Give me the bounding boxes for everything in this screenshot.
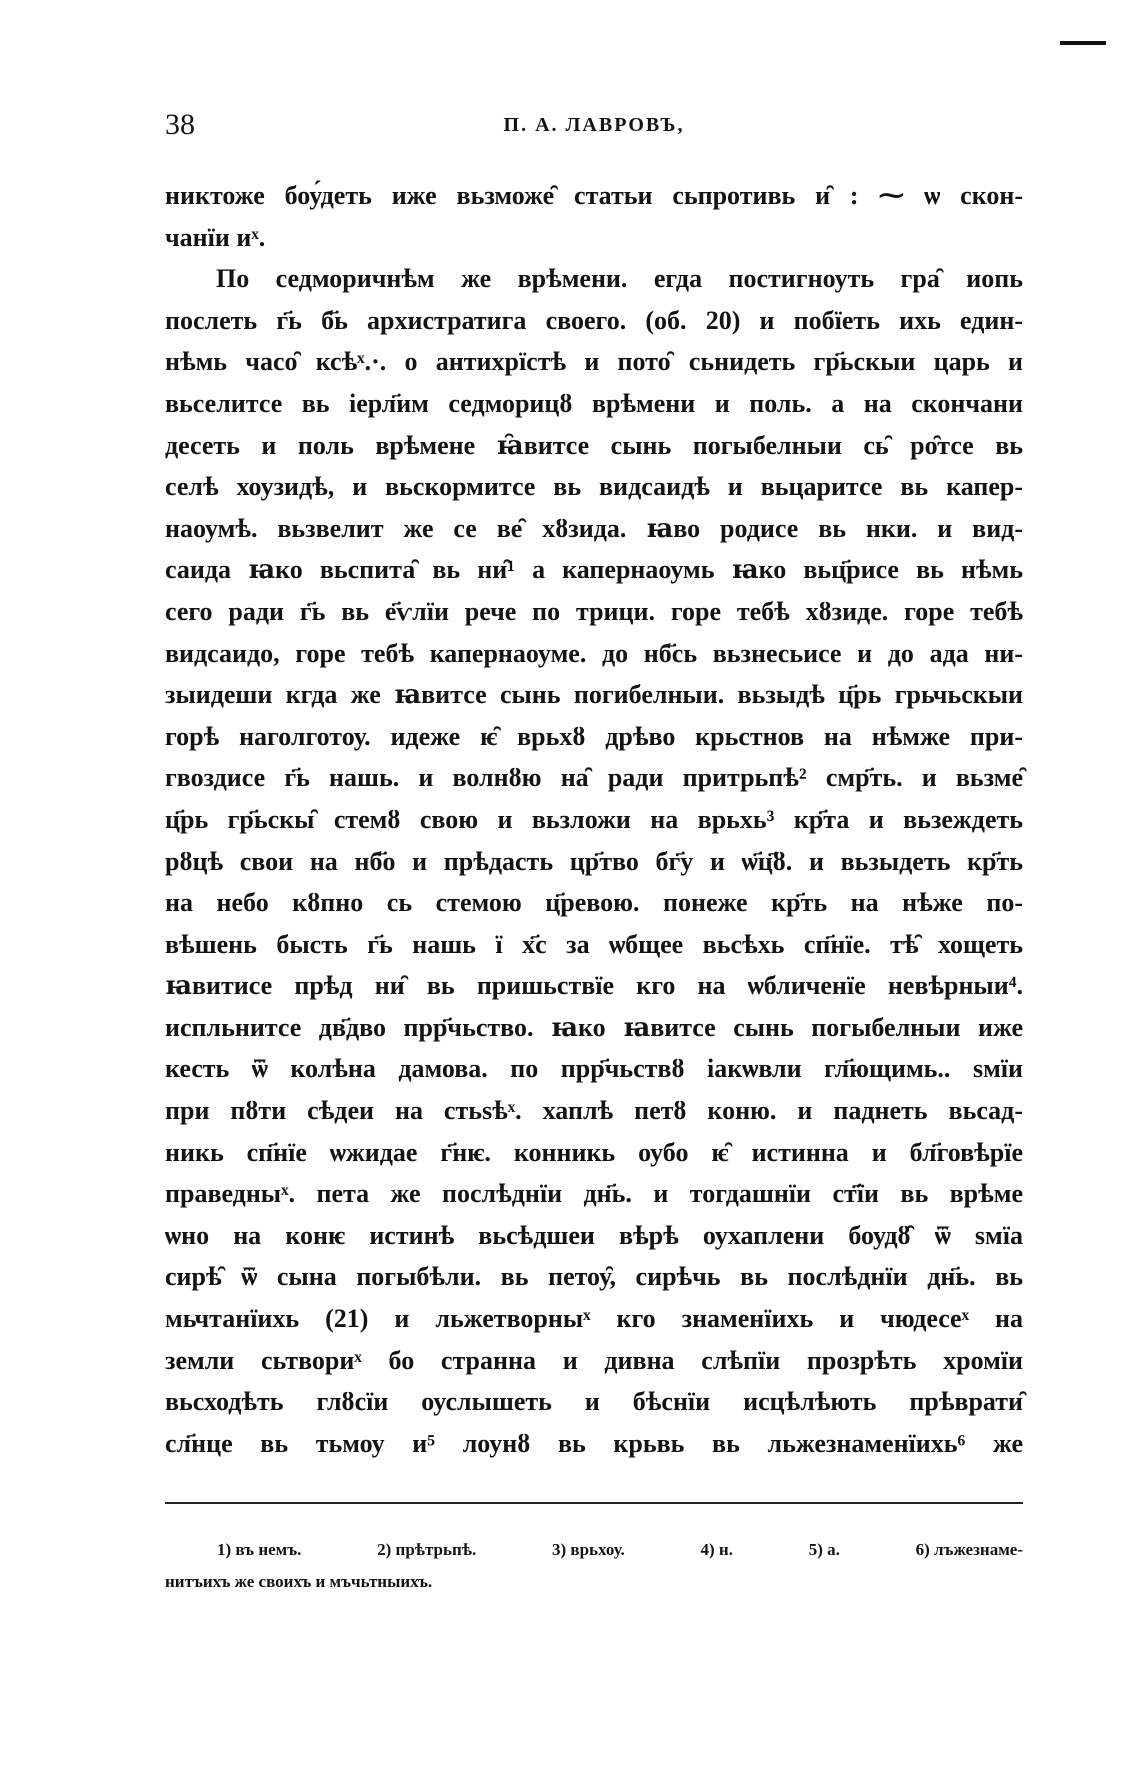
footnote-item: 2) прѣтрьпѣ. (377, 1540, 477, 1559)
text-line: саида ꙗко вьспита̑ вь ни̑¹ а капернаоумь ꙗко вьц҃рисе вь нѣмь (165, 555, 1023, 585)
text-line: вѣшень бысть г҃ь нашь ї х҃с за ѡбщее вьсѣхь сп҃нїе. тѣ̑ хощеть (165, 929, 1023, 959)
text-line: десеть и поль врѣмене ꙗ̑витсе сынь погыбелныи сь̑ ро̑тсе вь (165, 430, 1023, 460)
body-text (165, 175, 1023, 1464)
text-line: ꙗвитисе прѣд ни̑ вь пришьствїе кго на ѡбличенїе невѣрныи⁴. (165, 971, 1023, 1001)
text-line: на небо кȣпно сь стемою ц҃ревою. понеже кр҃ть на нѣже по- (165, 888, 1023, 918)
text-line: земли сьтвориˣ бо странна и дивна слѣпїи прозрѣть хромїи (165, 1345, 1023, 1375)
text-line: чанїи иˣ. (165, 222, 266, 252)
footnote-item: 1) въ немъ. (217, 1540, 302, 1559)
text-line: никь сп҃нїе ѡжидае г҃нѥ. конникь оубо ѥ̑ истинна и бл҃говѣрїе (165, 1137, 1023, 1167)
text-line: при пȣти сѣдеи на стьѕѣˣ. хаплѣ петȣ коню. и паднеть вьсад- (165, 1096, 1023, 1126)
text-line: горѣ наголготоу. идеже ѥ̑ врьхȣ дрѣво крьстнов на нѣмже при- (165, 721, 1023, 751)
text-line: По седморичнѣм же врѣмени. егда постигноуть гра̑ иопь (216, 264, 1023, 294)
text-line: никтоже боу́деть иже вьзможе̑ статьи сьпротивь и̑ : ⁓ ѡ скон- (165, 181, 1023, 210)
running-head: П. А. ЛАВРОВЪ, (503, 114, 685, 136)
scan-edge-mark (1060, 41, 1106, 45)
text-line: кесть ѿ колѣна дамова. по прр҃чьствȣ iакѡвли гл҃ющимь.. ѕмїи (165, 1054, 1023, 1084)
footnote-rule (165, 1502, 1023, 1504)
text-line: видсаидо, горе тебѣ капернаоуме. до нб҃сь вьзнесьисе и до ада ни- (165, 638, 1023, 668)
text-line: вьселитсе вь iерл҃им седморицȣ врѣмени и поль. а на скончани (165, 388, 1023, 418)
footnotes-row (217, 1537, 1023, 1563)
text-line: сл҃нце вь тьмоу и⁵ лоунȣ вь крьвь вь льжезнаменїихь⁶ же (165, 1428, 1023, 1458)
text-line: вьсходѣть глȣсїи оуслышеть и бѣснїи исцѣлѣють прѣврати̑ (165, 1387, 1023, 1417)
text-line: селѣ хоузидѣ, и вьскормитсе вь видсаидѣ и вьцаритсе вь капер- (165, 472, 1023, 502)
footnote-item: 3) врьхоу. (551, 1540, 625, 1559)
text-line: наоумѣ. вьзвелит же се ве̑ хȣзида. ꙗво родисе вь нки. и вид- (165, 513, 1023, 543)
footnote-item: 4) н. (700, 1540, 733, 1559)
text-line: сего ради г҃ь вь е҃ѵлїи рече по трици. горе тебѣ хȣзиде. горе тебѣ (165, 596, 1023, 626)
text-line: послеть г҃ь б҃ь архистратига своего. (об. 20) и побїеть ихь един- (165, 305, 1023, 335)
footnote-item: 6) лъжезнаме- (915, 1540, 1023, 1559)
page-number: 38 (165, 108, 195, 141)
footnote-continuation: нитъихъ же своихъ и мъчьтныихъ. (165, 1572, 433, 1591)
footnote-item: 5) а. (808, 1540, 840, 1559)
text-line: зыидеши кгда же ꙗвитсе сынь погибелныи. вьзыдѣ ц҃рь грьчьскыи (165, 680, 1023, 710)
text-line: гвоздисе г҃ь нашь. и волнȣю на̑ ради притрьпѣ² смр҃ть. и вьзме̑ (165, 763, 1023, 793)
text-line: ц҃рь гр҃ьскы̑ стемȣ свою и вьзложи на врьхь³ кр҃та и вьзеждеть (165, 804, 1023, 834)
text-line: рȣцѣ свои на нб҃о и прѣдасть цр҃тво бг҃у и ѡ҃ц҃ȣ. и вьзыдеть кр҃ть (165, 846, 1023, 876)
text-line: мьчтанїихь (21) и льжетворныˣ кго знаменїихь и чюдесеˣ на (165, 1304, 1023, 1334)
text-line: сирѣ̑ ѿ сына погыбѣли. вь петоу̑, сирѣчь вь послѣднїи дн҃ь. вь (165, 1262, 1023, 1292)
text-line: ѡно на конѥ истинѣ вьсѣдшеи вѣрѣ оухаплени боудȣ̑ ѿ ѕмїа (165, 1220, 1023, 1250)
text-line: нѣмь часо̑ ксѣˣ.·. о антихрїстѣ и пото̑ сьнидеть гр҃ьскыи царь и (165, 347, 1023, 377)
text-line: испльнитсе дв҃дво прр҃чьство. ꙗко ꙗвитсе сынь погыбелныи иже (165, 1012, 1023, 1042)
text-line: праведныˣ. пета же послѣднїи дн҃ь. и тогдашнїи ст҃їи вь врѣме (165, 1179, 1023, 1209)
